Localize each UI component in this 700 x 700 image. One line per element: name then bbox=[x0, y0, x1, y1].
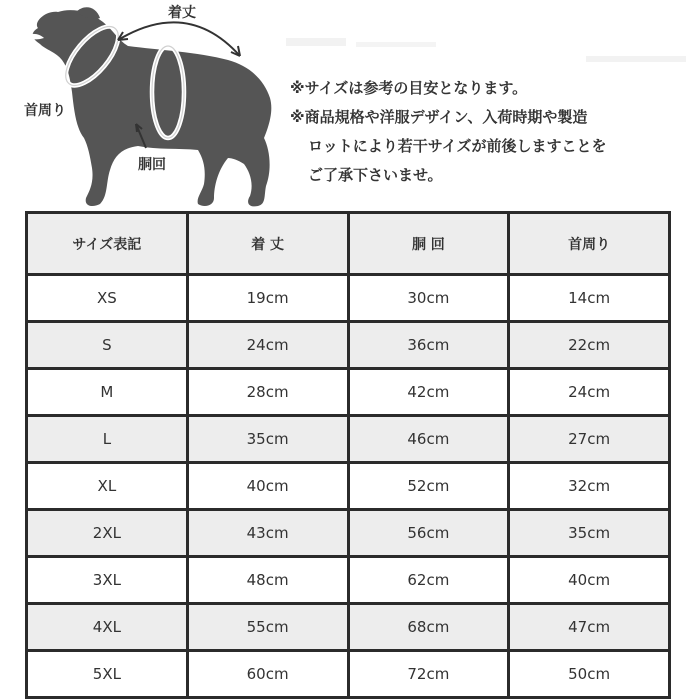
note-line: ロットにより若干サイズが前後しますことを bbox=[308, 137, 607, 155]
cell-chest: 62cm bbox=[350, 558, 508, 602]
cell-neck: 35cm bbox=[510, 511, 668, 555]
cell-length: 43cm bbox=[189, 511, 347, 555]
table-row bbox=[28, 276, 668, 320]
cell-chest: 30cm bbox=[350, 276, 508, 320]
cell-length: 19cm bbox=[189, 276, 347, 320]
cell-length: 28cm bbox=[189, 370, 347, 414]
cell-size: S bbox=[28, 323, 186, 367]
cell-size: 5XL bbox=[28, 652, 186, 696]
table-row bbox=[28, 323, 668, 367]
table-header-row bbox=[28, 214, 668, 273]
cell-chest: 72cm bbox=[350, 652, 508, 696]
header-length: 着 丈 bbox=[189, 214, 347, 273]
note-line: ※商品規格や洋服デザイン、入荷時期や製造 bbox=[290, 108, 588, 126]
length-label: 着丈 bbox=[168, 5, 196, 21]
cell-chest: 52cm bbox=[350, 464, 508, 508]
cell-neck: 24cm bbox=[510, 370, 668, 414]
cell-length: 24cm bbox=[189, 323, 347, 367]
table-row bbox=[28, 605, 668, 649]
cell-neck: 40cm bbox=[510, 558, 668, 602]
header-size: サイズ表記 bbox=[28, 214, 186, 273]
cell-size: M bbox=[28, 370, 186, 414]
table-row bbox=[28, 511, 668, 555]
cell-chest: 68cm bbox=[350, 605, 508, 649]
cell-neck: 27cm bbox=[510, 417, 668, 461]
notes bbox=[290, 74, 690, 190]
cell-neck: 22cm bbox=[510, 323, 668, 367]
table-row bbox=[28, 417, 668, 461]
cell-neck: 14cm bbox=[510, 276, 668, 320]
cell-size: 2XL bbox=[28, 511, 186, 555]
cell-length: 40cm bbox=[189, 464, 347, 508]
cell-length: 35cm bbox=[189, 417, 347, 461]
table-row bbox=[28, 464, 668, 508]
cell-size: L bbox=[28, 417, 186, 461]
header-chest: 胴 回 bbox=[350, 214, 508, 273]
cell-length: 55cm bbox=[189, 605, 347, 649]
cell-size: 3XL bbox=[28, 558, 186, 602]
cell-neck: 32cm bbox=[510, 464, 668, 508]
cell-chest: 56cm bbox=[350, 511, 508, 555]
note-line: ※サイズは参考の目安となります。 bbox=[290, 79, 528, 97]
table-row bbox=[28, 558, 668, 602]
cell-neck: 47cm bbox=[510, 605, 668, 649]
watermark bbox=[286, 30, 696, 66]
cell-length: 60cm bbox=[189, 652, 347, 696]
neck-label: 首周り bbox=[24, 103, 66, 119]
size-table bbox=[25, 211, 671, 699]
cell-size: 4XL bbox=[28, 605, 186, 649]
note-line: ご了承下さいませ。 bbox=[308, 166, 443, 184]
chest-label: 胴回 bbox=[138, 157, 166, 173]
table-row bbox=[28, 370, 668, 414]
table-row bbox=[28, 652, 668, 696]
cell-neck: 50cm bbox=[510, 652, 668, 696]
cell-size: XL bbox=[28, 464, 186, 508]
table-body bbox=[28, 276, 668, 696]
cell-chest: 42cm bbox=[350, 370, 508, 414]
dog-measurement-figure bbox=[18, 0, 288, 210]
cell-chest: 36cm bbox=[350, 323, 508, 367]
header-neck: 首周り bbox=[510, 214, 668, 273]
cell-length: 48cm bbox=[189, 558, 347, 602]
cell-chest: 46cm bbox=[350, 417, 508, 461]
cell-size: XS bbox=[28, 276, 186, 320]
